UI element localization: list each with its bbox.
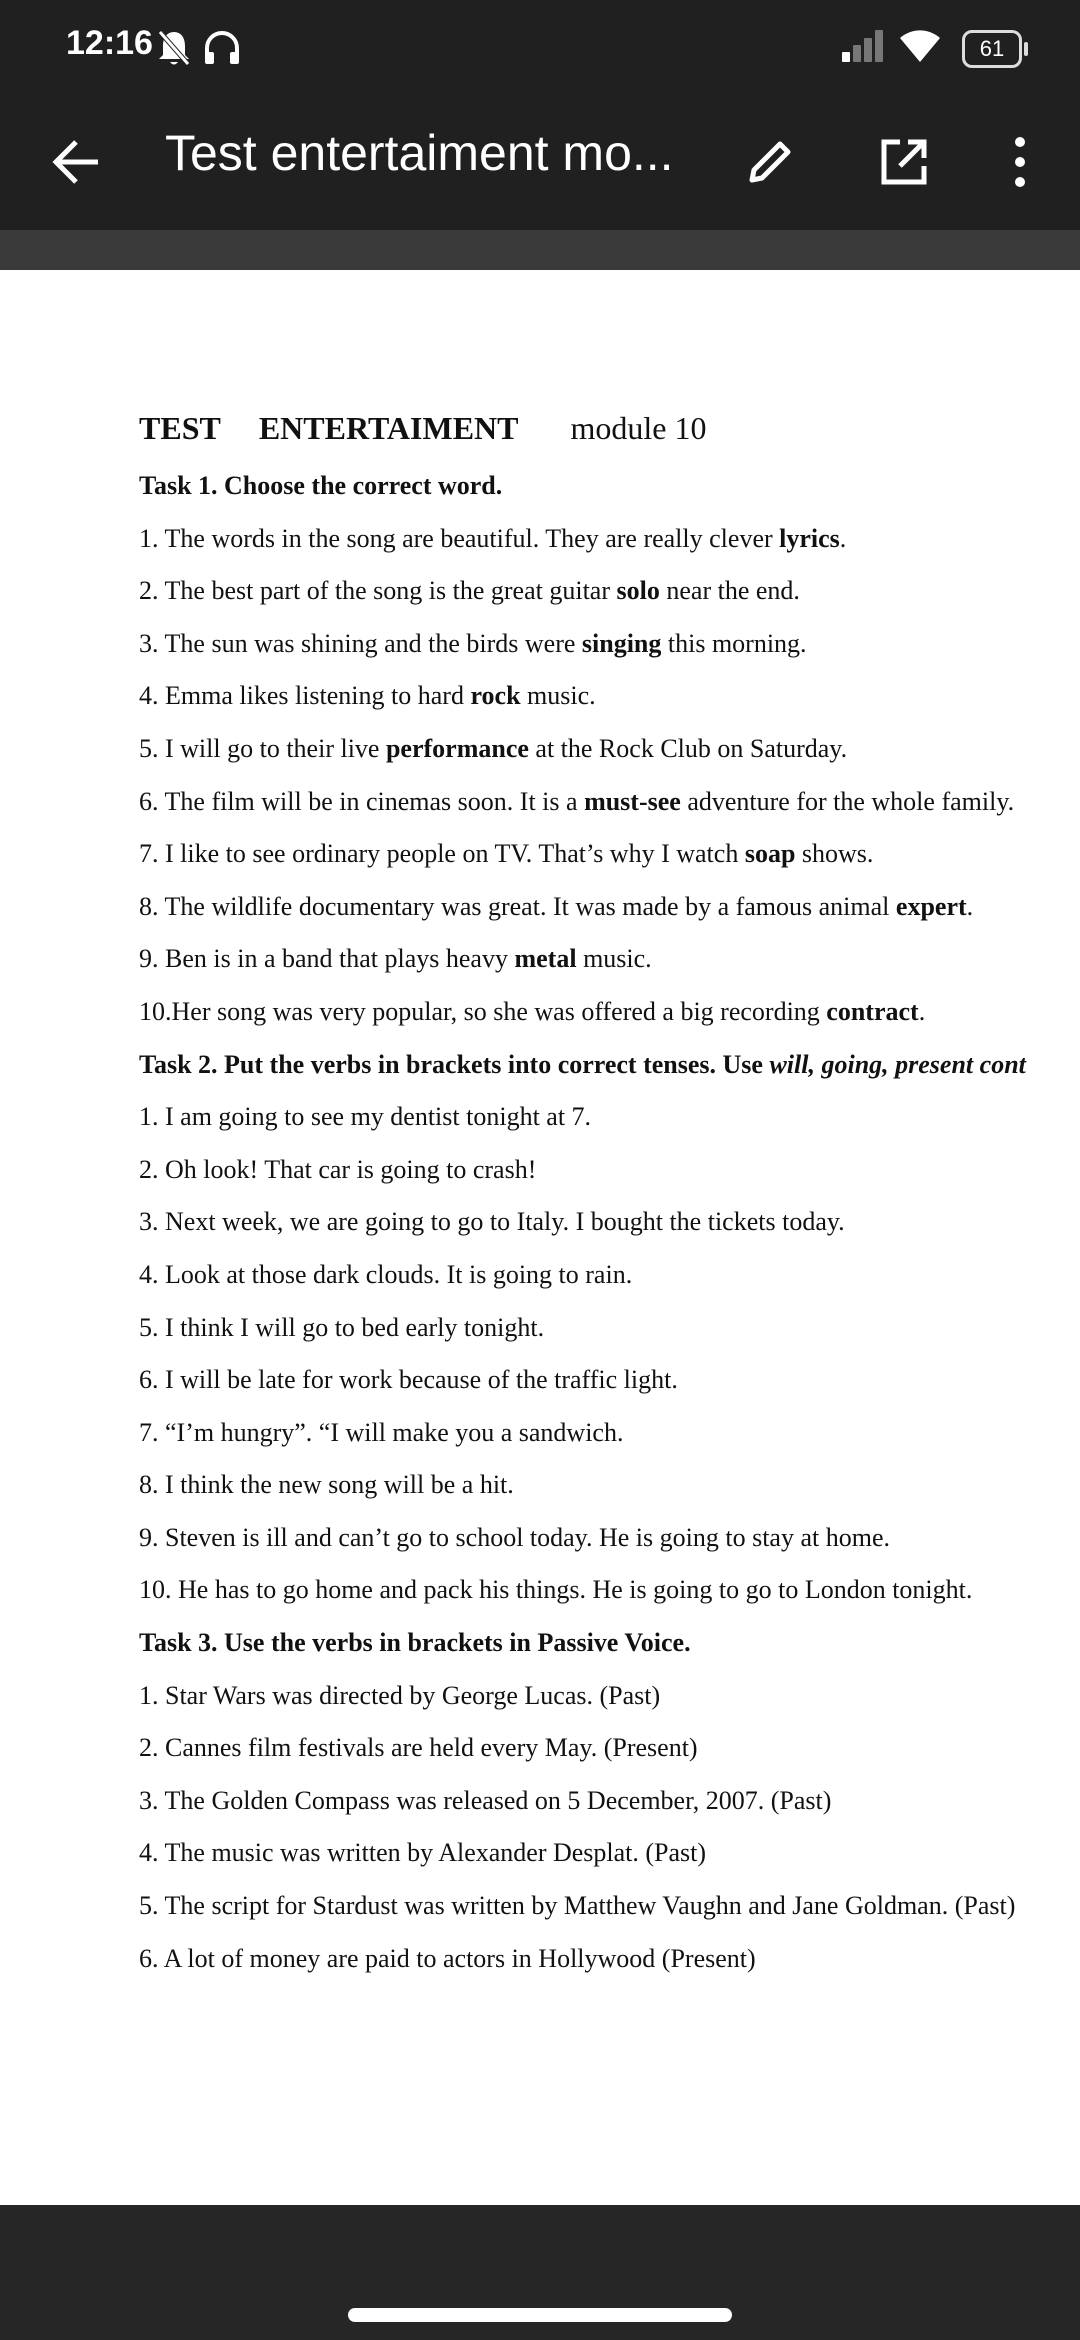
doc-title: [139, 396, 1080, 460]
document-content: [139, 396, 1080, 1985]
app-bar: [0, 96, 1080, 230]
list-item: 7. I like to see ordinary people on TV. That’s why I watch soap shows.: [139, 839, 874, 869]
list-item: 9. Ben is in a band that plays heavy metal music.: [139, 944, 652, 974]
doc-title-word2: ENTERTAIMENT: [258, 410, 519, 446]
list-item: 3. The Golden Compass was released on 5 December, 2007. (Past): [139, 1785, 832, 1815]
task1-heading: Task 1. Choose the correct word.: [139, 471, 503, 500]
doc-title-word1: TEST: [139, 410, 221, 446]
list-item: 5. I will go to their live performance at the Rock Club on Saturday.: [139, 733, 848, 763]
open-external-icon: [876, 134, 932, 190]
task3-heading: Task 3. Use the verbs in brackets in Passive Voice.: [139, 1628, 691, 1658]
bell-off-icon: [156, 28, 192, 73]
list-item: 3. The sun was shining and the birds were singing this morning.: [139, 628, 807, 658]
list-item: 10.Her song was very popular, so she was offered a big recording contract.: [139, 996, 926, 1026]
list-item: 1. The words in the song are beautiful. They are really clever lyrics.: [139, 523, 847, 553]
more-vert-icon: [1005, 134, 1035, 190]
list-item: 2. The best part of the song is the great guitar solo near the end.: [139, 576, 800, 606]
status-time: 12:16: [66, 24, 153, 62]
list-item: 4. The music was written by Alexander Desplat. (Past): [139, 1838, 707, 1868]
list-item: 6. A lot of money are paid to actors in Hollywood (Present): [139, 1943, 756, 1973]
pencil-icon: [742, 134, 798, 190]
list-item: 3. Next week, we are going to go to Italy. I bought the tickets today.: [139, 1207, 845, 1237]
home-gesture-bar[interactable]: [348, 2308, 732, 2322]
more-options-button[interactable]: [984, 126, 1056, 198]
list-item: 9. Steven is ill and can’t go to school today. He is going to stay at home.: [139, 1522, 891, 1552]
back-button[interactable]: [40, 126, 112, 198]
task2-heading: Task 2. Put the verbs in brackets into correct tenses. Use will, going, present cont: [139, 1049, 1026, 1079]
wifi-icon: [898, 28, 942, 69]
list-item: 5. I think I will go to bed early tonight.: [139, 1312, 545, 1342]
battery-indicator: 61: [962, 30, 1022, 68]
list-item: 7. “I’m hungry”. “I will make you a sandwich.: [139, 1417, 624, 1447]
status-bar: [0, 0, 1080, 96]
headset-icon: [202, 28, 242, 73]
signal-icon: [842, 28, 886, 69]
list-item: 4. Look at those dark clouds. It is going to rain.: [139, 1259, 633, 1289]
list-item: 6. The film will be in cinemas soon. It is a must-see adventure for the whole family.: [139, 786, 1015, 816]
edit-button[interactable]: [734, 126, 806, 198]
arrow-left-icon: [50, 136, 102, 188]
open-external-button[interactable]: [868, 126, 940, 198]
list-item: 5. The script for Stardust was written by Matthew Vaughn and Jane Goldman. (Past): [139, 1891, 1016, 1921]
list-item: 2. Cannes film festivals are held every May. (Present): [139, 1733, 698, 1763]
doc-title-module: module 10: [570, 410, 707, 446]
list-item: 8. The wildlife documentary was great. It was made by a famous animal expert.: [139, 891, 974, 921]
list-item: 1. Star Wars was directed by George Lucas. (Past): [139, 1680, 661, 1710]
list-item: 6. I will be late for work because of the traffic light.: [139, 1365, 678, 1395]
list-item: 8. I think the new song will be a hit.: [139, 1470, 514, 1500]
toolbar-shadow: [0, 230, 1080, 270]
document-page[interactable]: [0, 270, 1080, 2205]
list-item: 2. Oh look! That car is going to crash!: [139, 1154, 537, 1184]
list-item: 4. Emma likes listening to hard rock music.: [139, 681, 596, 711]
list-item: 1. I am going to see my dentist tonight at 7.: [139, 1102, 592, 1132]
document-title: Test entertaiment mo...: [165, 125, 674, 181]
list-item: 10. He has to go home and pack his things. He is going to go to London tonight.: [139, 1575, 973, 1605]
